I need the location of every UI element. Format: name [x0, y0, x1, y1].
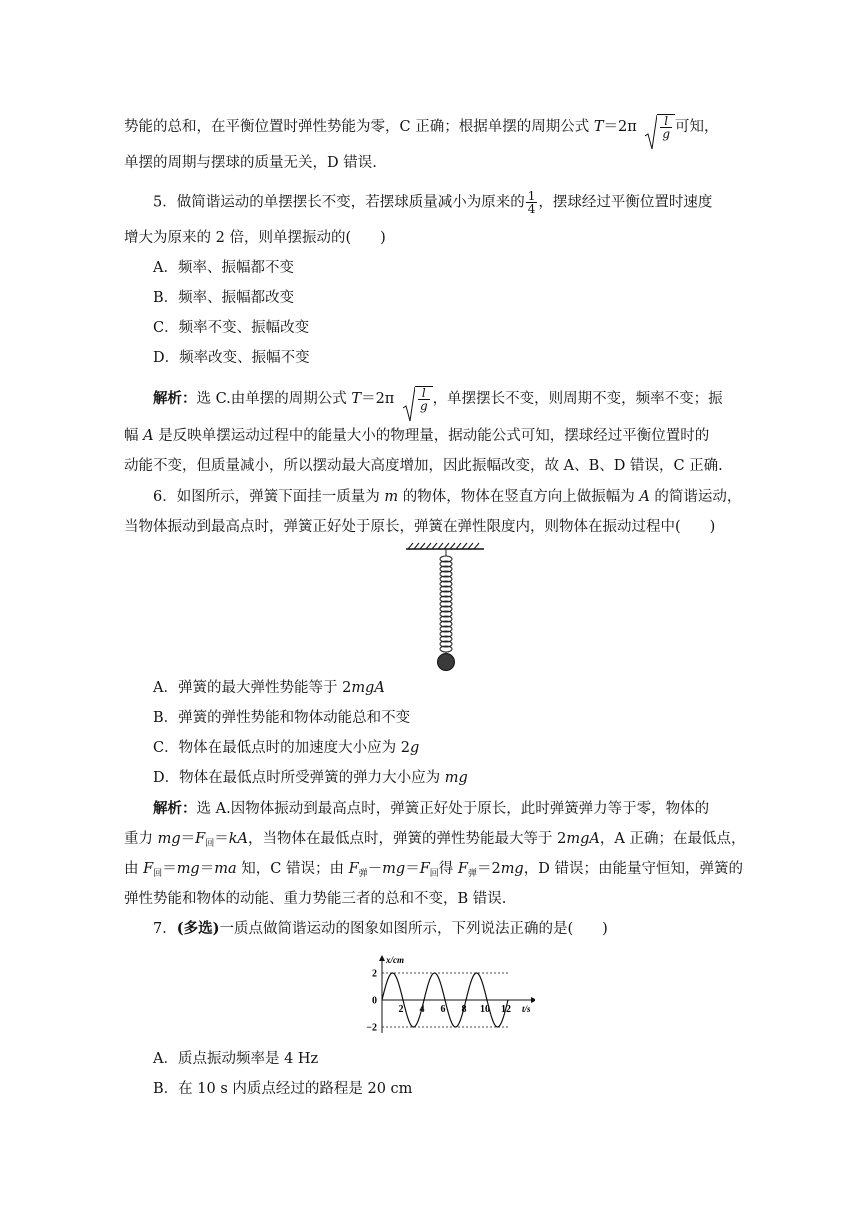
text: ，D 错误；由能量守恒知，弹簧的 — [523, 861, 743, 877]
text: ＝2 — [476, 861, 501, 877]
text: 知，C 错误；由 — [236, 861, 349, 877]
text: ，当物体在最低点时，弹簧的弹性势能最大等于 2 — [248, 831, 567, 847]
y-tick-label: 0 — [372, 995, 377, 1007]
var: mg — [500, 861, 524, 877]
x-tick-label: 10 — [480, 1004, 490, 1015]
var-T: T — [351, 391, 362, 407]
spring-mass-figure — [400, 540, 490, 675]
text: 5．做简谐运动的单摆摆长不变，若摆球质量减小为原来的 — [153, 194, 525, 211]
text: D．物体在最低点时所受弹簧的弹力大小应为 — [153, 770, 445, 786]
var: ma — [214, 861, 237, 877]
q7-option-b: B．在 10 s 内质点经过的路程是 20 cm — [153, 1081, 413, 1097]
text: 的简谐运动， — [649, 489, 742, 505]
text: 得 — [438, 861, 458, 877]
multi-select-tag: (多选) — [176, 920, 220, 937]
subscript: 弹 — [358, 869, 368, 879]
y-axis-label: x/cm — [386, 955, 404, 965]
text: 是反映单摆运动过程中的能量大小的物理量，据动能公式可知，摆球经过平衡位置时的 — [153, 428, 710, 444]
prev-solution-line-1 — [124, 114, 719, 140]
var-A: A — [143, 428, 154, 444]
subscript: 回 — [153, 869, 163, 879]
q5-solution-line-2 — [124, 426, 709, 446]
x-axis-label: t/s — [522, 1004, 531, 1014]
ceiling-hatch — [406, 543, 484, 549]
text: ，单摆摆长不变，则周期不变，频率不变；振 — [432, 391, 723, 407]
sqrt-l-over-g — [403, 386, 433, 412]
q5-solution-line-3: 动能不变，但质量减小，所以摆动最大高度增加，因此振幅改变，故 A、B、D 错误，C 正确. — [124, 458, 723, 474]
x-tick-label: 6 — [440, 1004, 446, 1015]
text: ，摆球经过平衡位置时速度 — [538, 194, 713, 211]
q6-option-d — [153, 768, 468, 788]
text: 幅 — [124, 428, 144, 444]
subscript: 回 — [205, 839, 215, 849]
x-tick-label: 12 — [501, 1004, 511, 1015]
q6-option-a — [153, 678, 385, 698]
var: mg — [382, 861, 406, 877]
subscript: 弹 — [467, 869, 477, 879]
frac-den: g — [419, 399, 428, 413]
text: － — [367, 861, 383, 877]
prev-solution-line-2: 单摆的周期与摆球的质量无关，D 错误. — [124, 155, 377, 171]
frac-num: 1 — [527, 189, 536, 203]
sqrt-l-over-g — [645, 114, 675, 140]
var-mgA: mgA — [351, 680, 385, 696]
var-T: T — [593, 119, 604, 135]
text: ＝ — [180, 831, 196, 847]
var: F — [143, 861, 154, 877]
q6-solution-line-4: 弹性势能和物体的动能、重力势能三者的总和不变，B 错误. — [124, 891, 507, 907]
text: ＝2π — [603, 119, 637, 135]
q6-stem-line-2: 当物体振动到最高点时，弹簧正好处于原长，弹簧在弹性限度内，则物体在振动过程中( ) — [124, 519, 716, 535]
text: 势能的总和，在平衡位置时弹性势能为零，C 正确；根据单摆的周期公式 — [124, 119, 594, 135]
q5-option-d: D．频率改变、振幅不变 — [153, 350, 310, 366]
text: ＝ — [162, 861, 177, 877]
frac-den: 4 — [527, 202, 536, 216]
q5-option-a: A．频率、振幅都不变 — [153, 260, 294, 276]
x-tick-label: 4 — [419, 1004, 425, 1015]
q7-option-a: A．质点振动频率是 4 Hz — [153, 1051, 319, 1067]
text: 可知， — [675, 119, 719, 135]
y-axis-arrow — [379, 955, 385, 961]
subscript: 回 — [429, 869, 439, 879]
text: 7． — [153, 921, 177, 937]
solution-label: 解析： — [153, 390, 197, 407]
q5-option-b: B．频率、振幅都改变 — [153, 290, 295, 306]
text: 重力 — [124, 831, 158, 847]
frac-den: g — [662, 127, 671, 141]
q6-solution-line-1 — [153, 799, 709, 819]
text: ＝2π — [361, 391, 395, 407]
text: 选 C.由单摆的周期公式 — [196, 391, 352, 407]
var: mgA — [566, 831, 600, 847]
text: 由 — [124, 861, 144, 877]
var: mg — [176, 861, 200, 877]
var: mg — [157, 831, 181, 847]
text: 一质点做简谐运动的图象如图所示，下列说法正确的是( ) — [219, 921, 608, 937]
q6-option-c — [153, 738, 419, 758]
q5-option-c: C．频率不变、振幅改变 — [153, 320, 310, 336]
text: C．物体在最低点时的加速度大小应为 2 — [153, 740, 410, 756]
text: 的物体，物体在竖直方向上做振幅为 — [398, 489, 640, 505]
text: ＝ — [214, 831, 229, 847]
frac-num: l — [418, 387, 430, 400]
solution-label: 解析： — [153, 800, 197, 817]
q5-stem-line-2: 增大为原来的 2 倍，则单摆振动的( ) — [124, 230, 386, 246]
y-tick-label: −2 — [366, 1022, 377, 1034]
q6-solution-line-2 — [124, 829, 745, 854]
x-tick-label: 8 — [461, 1004, 467, 1015]
q6-option-b: B．弹簧的弹性势能和物体动能总和不变 — [153, 710, 411, 726]
var-A: A — [639, 489, 650, 505]
text: 选 A.因物体振动到最高点时，弹簧正好处于原长，此时弹簧弹力等于零，物体的 — [196, 801, 710, 817]
oscillation-graph — [360, 950, 535, 1040]
var-m: m — [384, 489, 399, 505]
var: F — [348, 861, 359, 877]
text: A．弹簧的最大弹性势能等于 2 — [153, 680, 352, 696]
q5-stem-line-1 — [153, 190, 712, 215]
spring-coil — [440, 549, 452, 653]
q6-stem-line-1 — [153, 487, 741, 507]
fraction-one-quarter — [526, 190, 538, 215]
var: F — [457, 861, 468, 877]
text: 6．如图所示，弹簧下面挂一质量为 — [153, 489, 385, 505]
var: kA — [228, 831, 248, 847]
frac-num: l — [660, 115, 672, 128]
var-g: g — [409, 740, 420, 756]
var: F — [195, 831, 206, 847]
text: ，A 正确；在最低点， — [599, 831, 746, 847]
text: ＝ — [199, 861, 215, 877]
mass-ball — [438, 654, 455, 671]
var: F — [419, 861, 430, 877]
x-tick-label: 2 — [398, 1004, 404, 1015]
q6-solution-line-3 — [124, 859, 743, 884]
q5-solution-line-1 — [153, 386, 723, 412]
var-mg: mg — [444, 770, 468, 786]
x-axis-arrow — [531, 997, 535, 1003]
text: ＝ — [405, 861, 420, 877]
y-tick-label: 2 — [372, 968, 377, 980]
q7-stem-line-1 — [153, 919, 608, 939]
